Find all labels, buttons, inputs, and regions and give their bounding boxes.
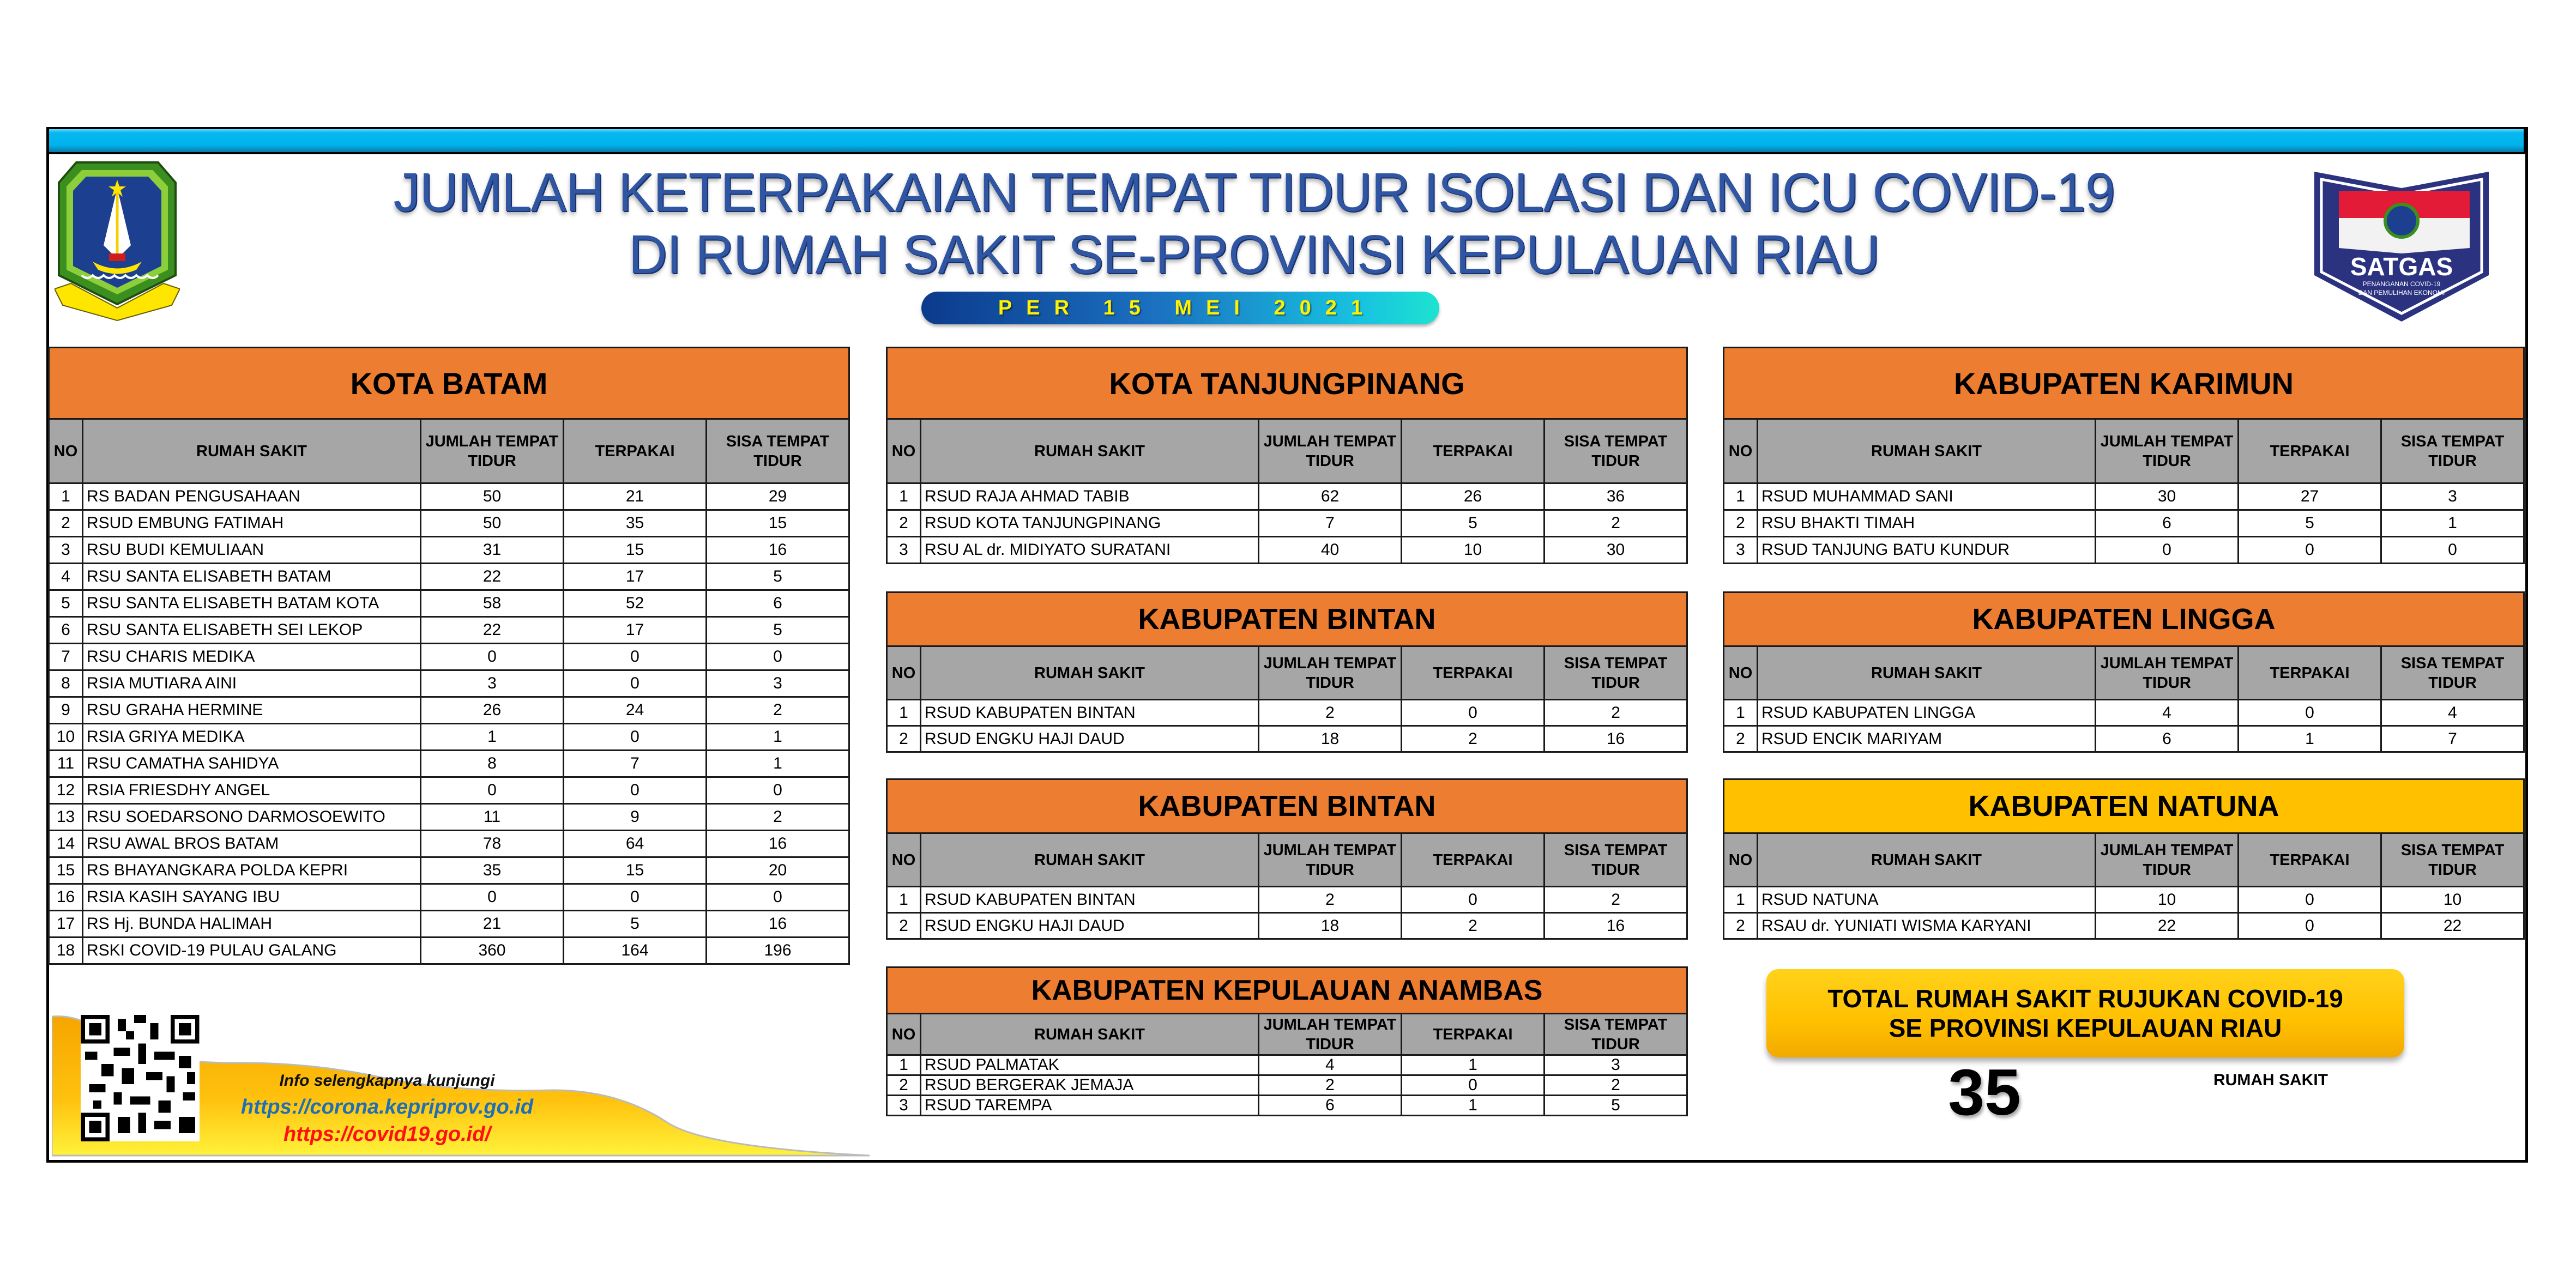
- col-used: TERPAKAI: [2239, 419, 2381, 483]
- table-row: [887, 700, 1687, 726]
- hospital-name: RS BHAYANGKARA POLDA KEPRI: [83, 857, 421, 884]
- total-beds: 22: [2096, 913, 2239, 939]
- row-no: 1: [887, 887, 921, 913]
- used-beds: 10: [1402, 537, 1545, 564]
- used-beds: 164: [564, 938, 707, 964]
- hospital-name: RSIA FRIESDHY ANGEL: [83, 777, 421, 804]
- used-beds: 64: [564, 831, 707, 857]
- col-no: NO: [887, 1014, 921, 1055]
- row-no: 3: [49, 537, 83, 564]
- col-used: TERPAKAI: [1402, 646, 1545, 700]
- col-hospital: RUMAH SAKIT: [1758, 646, 2096, 700]
- remaining-beds: 3: [707, 670, 849, 697]
- row-no: 10: [49, 724, 83, 751]
- total-beds: 10: [2096, 887, 2239, 913]
- col-total-beds: JUMLAH TEMPAT TIDUR: [2096, 419, 2239, 483]
- remaining-beds: 1: [2381, 510, 2524, 537]
- total-beds: 2: [1259, 700, 1402, 726]
- total-title-line2: SE PROVINSI KEPULAUAN RIAU: [1889, 1014, 2282, 1042]
- total-beds: 31: [421, 537, 564, 564]
- total-beds: 21: [421, 911, 564, 938]
- remaining-beds: 1: [707, 751, 849, 777]
- col-no: NO: [49, 419, 83, 483]
- hospital-name: RSU AWAL BROS BATAM: [83, 831, 421, 857]
- hospital-name: RSU SANTA ELISABETH SEI LEKOP: [83, 617, 421, 644]
- col-no: NO: [1724, 833, 1758, 887]
- table-row: [887, 1075, 1687, 1096]
- table-row: [1724, 913, 2524, 939]
- col-remaining: SISA TEMPAT TIDUR: [707, 419, 849, 483]
- used-beds: 52: [564, 590, 707, 617]
- used-beds: 17: [564, 564, 707, 590]
- table-row: [1724, 726, 2524, 752]
- table-row: [1724, 887, 2524, 913]
- hospital-name: RSUD KABUPATEN LINGGA: [1758, 700, 2096, 726]
- col-total-beds: JUMLAH TEMPAT TIDUR: [1259, 419, 1402, 483]
- table-row: [49, 510, 849, 537]
- remaining-beds: 0: [707, 644, 849, 670]
- total-beds: 18: [1259, 726, 1402, 752]
- used-beds: 5: [1402, 510, 1545, 537]
- hospital-name: RSUD RAJA AHMAD TABIB: [921, 483, 1259, 510]
- table-row: [1724, 510, 2524, 537]
- svg-text:PENANGANAN COVID-19: PENANGANAN COVID-19: [2362, 280, 2441, 288]
- total-beds: 4: [1259, 1055, 1402, 1075]
- table-row: [1724, 537, 2524, 564]
- table-row: [49, 777, 849, 804]
- hospital-name: RSU CHARIS MEDIKA: [83, 644, 421, 670]
- hospital-name: RSUD KOTA TANJUNGPINANG: [921, 510, 1259, 537]
- col-hospital: RUMAH SAKIT: [1758, 833, 2096, 887]
- remaining-beds: 7: [2381, 726, 2524, 752]
- used-beds: 0: [2239, 913, 2381, 939]
- remaining-beds: 2: [1545, 887, 1687, 913]
- total-hospitals-count: 35: [1948, 1056, 2021, 1129]
- row-no: 17: [49, 911, 83, 938]
- remaining-beds: 3: [2381, 483, 2524, 510]
- used-beds: 2: [1402, 726, 1545, 752]
- remaining-beds: 20: [707, 857, 849, 884]
- remaining-beds: 4: [2381, 700, 2524, 726]
- used-beds: 2: [1402, 913, 1545, 939]
- region-table-anambas: [886, 966, 1688, 1116]
- row-no: 1: [49, 483, 83, 510]
- row-no: 2: [887, 913, 921, 939]
- total-beds: 4: [2096, 700, 2239, 726]
- total-beds: 2: [1259, 1075, 1402, 1096]
- region-title: KABUPATEN KEPULAUAN ANAMBAS: [887, 967, 1687, 1014]
- hospital-name: RSUD KABUPATEN BINTAN: [921, 887, 1259, 913]
- used-beds: 27: [2239, 483, 2381, 510]
- used-beds: 0: [2239, 700, 2381, 726]
- row-no: 2: [1724, 913, 1758, 939]
- total-beds: 1: [421, 724, 564, 751]
- remaining-beds: 2: [1545, 700, 1687, 726]
- col-total-beds: JUMLAH TEMPAT TIDUR: [1259, 1014, 1402, 1055]
- row-no: 18: [49, 938, 83, 964]
- remaining-beds: 5: [707, 564, 849, 590]
- col-hospital: RUMAH SAKIT: [83, 419, 421, 483]
- used-beds: 0: [2239, 887, 2381, 913]
- col-total-beds: JUMLAH TEMPAT TIDUR: [1259, 646, 1402, 700]
- remaining-beds: 2: [1545, 510, 1687, 537]
- row-no: 1: [887, 700, 921, 726]
- col-hospital: RUMAH SAKIT: [921, 1014, 1259, 1055]
- date-text: PER 15 MEI 2021: [998, 296, 1377, 319]
- region-table-lingga: [1723, 591, 2525, 753]
- total-hospitals-unit: RUMAH SAKIT: [2213, 1071, 2328, 1089]
- row-no: 2: [49, 510, 83, 537]
- used-beds: 0: [564, 884, 707, 911]
- total-beds: 22: [421, 617, 564, 644]
- col-used: TERPAKAI: [1402, 1014, 1545, 1055]
- table-row: [49, 857, 849, 884]
- table-row: [49, 670, 849, 697]
- total-beds: 360: [421, 938, 564, 964]
- total-beds: 58: [421, 590, 564, 617]
- region-title: KABUPATEN BINTAN: [887, 592, 1687, 646]
- used-beds: 1: [1402, 1055, 1545, 1075]
- table-row: [49, 804, 849, 831]
- page-title-line2: DI RUMAH SAKIT SE-PROVINSI KEPULAUAN RIAU: [628, 224, 1880, 285]
- total-beds: 7: [1259, 510, 1402, 537]
- remaining-beds: 16: [707, 831, 849, 857]
- row-no: 3: [887, 1096, 921, 1116]
- hospital-name: RSUD PALMATAK: [921, 1055, 1259, 1075]
- province-emblem-icon: [55, 158, 180, 322]
- region-title: KOTA TANJUNGPINANG: [887, 348, 1687, 419]
- col-used: TERPAKAI: [1402, 833, 1545, 887]
- hospital-name: RSKI COVID-19 PULAU GALANG: [83, 938, 421, 964]
- col-hospital: RUMAH SAKIT: [921, 646, 1259, 700]
- total-beds: 0: [421, 644, 564, 670]
- row-no: 3: [887, 537, 921, 564]
- row-no: 7: [49, 644, 83, 670]
- region-title: KOTA BATAM: [49, 348, 849, 419]
- hospital-name: RSIA KASIH SAYANG IBU: [83, 884, 421, 911]
- total-beds: 26: [421, 697, 564, 724]
- row-no: 2: [1724, 510, 1758, 537]
- total-beds: 62: [1259, 483, 1402, 510]
- row-no: 14: [49, 831, 83, 857]
- row-no: 6: [49, 617, 83, 644]
- hospital-name: RSUD EMBUNG FATIMAH: [83, 510, 421, 537]
- hospital-name: RSUD MUHAMMAD SANI: [1758, 483, 2096, 510]
- remaining-beds: 10: [2381, 887, 2524, 913]
- region-table-karimun: [1723, 347, 2525, 564]
- col-no: NO: [1724, 419, 1758, 483]
- remaining-beds: 22: [2381, 913, 2524, 939]
- total-beds: 30: [2096, 483, 2239, 510]
- table-row: [887, 537, 1687, 564]
- table-row: [49, 644, 849, 670]
- col-used: TERPAKAI: [564, 419, 707, 483]
- table-row: [49, 911, 849, 938]
- total-beds: 0: [421, 777, 564, 804]
- used-beds: 9: [564, 804, 707, 831]
- row-no: 11: [49, 751, 83, 777]
- used-beds: 0: [564, 644, 707, 670]
- table-row: [49, 884, 849, 911]
- col-remaining: SISA TEMPAT TIDUR: [1545, 833, 1687, 887]
- row-no: 1: [1724, 700, 1758, 726]
- hospital-name: RSUD NATUNA: [1758, 887, 2096, 913]
- region-table-natuna: [1723, 778, 2525, 940]
- table-row: [887, 726, 1687, 752]
- row-no: 2: [887, 510, 921, 537]
- total-beds: 0: [2096, 537, 2239, 564]
- region-title: KABUPATEN BINTAN: [887, 779, 1687, 833]
- used-beds: 24: [564, 697, 707, 724]
- col-hospital: RUMAH SAKIT: [921, 833, 1259, 887]
- total-beds: 3: [421, 670, 564, 697]
- col-total-beds: JUMLAH TEMPAT TIDUR: [421, 419, 564, 483]
- col-remaining: SISA TEMPAT TIDUR: [2381, 646, 2524, 700]
- total-beds: 6: [2096, 510, 2239, 537]
- remaining-beds: 5: [707, 617, 849, 644]
- hospital-name: RSIA MUTIARA AINI: [83, 670, 421, 697]
- col-no: NO: [887, 646, 921, 700]
- table-row: [49, 537, 849, 564]
- col-remaining: SISA TEMPAT TIDUR: [1545, 419, 1687, 483]
- row-no: 9: [49, 697, 83, 724]
- total-beds: 35: [421, 857, 564, 884]
- remaining-beds: 30: [1545, 537, 1687, 564]
- region-table-batam: [48, 347, 850, 965]
- total-beds: 78: [421, 831, 564, 857]
- row-no: 16: [49, 884, 83, 911]
- used-beds: 0: [1402, 700, 1545, 726]
- row-no: 1: [1724, 483, 1758, 510]
- hospital-name: RSUD ENGKU HAJI DAUD: [921, 726, 1259, 752]
- remaining-beds: 0: [707, 777, 849, 804]
- svg-text:SATGAS: SATGAS: [2350, 252, 2453, 281]
- row-no: 1: [887, 1055, 921, 1075]
- remaining-beds: 29: [707, 483, 849, 510]
- col-hospital: RUMAH SAKIT: [921, 419, 1259, 483]
- used-beds: 0: [2239, 537, 2381, 564]
- total-beds: 50: [421, 510, 564, 537]
- total-title-line1: TOTAL RUMAH SAKIT RUJUKAN COVID-19: [1827, 984, 2343, 1013]
- used-beds: 0: [1402, 1075, 1545, 1096]
- table-row: [887, 1096, 1687, 1116]
- row-no: 3: [1724, 537, 1758, 564]
- row-no: 2: [887, 726, 921, 752]
- total-beds: 40: [1259, 537, 1402, 564]
- remaining-beds: 0: [707, 884, 849, 911]
- used-beds: 0: [564, 670, 707, 697]
- hospital-name: RS Hj. BUNDA HALIMAH: [83, 911, 421, 938]
- used-beds: 7: [564, 751, 707, 777]
- row-no: 13: [49, 804, 83, 831]
- row-no: 2: [887, 1075, 921, 1096]
- table-row: [49, 697, 849, 724]
- region-table-bintan-duplicate: [886, 778, 1688, 940]
- remaining-beds: 15: [707, 510, 849, 537]
- date-badge: [921, 292, 1439, 324]
- used-beds: 5: [564, 911, 707, 938]
- used-beds: 1: [1402, 1096, 1545, 1116]
- info-text-block: [207, 1068, 567, 1148]
- row-no: 15: [49, 857, 83, 884]
- used-beds: 15: [564, 857, 707, 884]
- hospital-name: RSUD ENGKU HAJI DAUD: [921, 913, 1259, 939]
- hospital-name: RSU BHAKTI TIMAH: [1758, 510, 2096, 537]
- row-no: 12: [49, 777, 83, 804]
- total-hospitals-banner: [1766, 969, 2404, 1057]
- table-row: [49, 938, 849, 964]
- used-beds: 0: [564, 777, 707, 804]
- used-beds: 0: [564, 724, 707, 751]
- row-no: 5: [49, 590, 83, 617]
- col-used: TERPAKAI: [1402, 419, 1545, 483]
- hospital-name: RSAU dr. YUNIATI WISMA KARYANI: [1758, 913, 2096, 939]
- col-remaining: SISA TEMPAT TIDUR: [2381, 419, 2524, 483]
- used-beds: 0: [1402, 887, 1545, 913]
- used-beds: 1: [2239, 726, 2381, 752]
- table-row: [49, 831, 849, 857]
- table-row: [49, 724, 849, 751]
- remaining-beds: 3: [1545, 1055, 1687, 1075]
- table-row: [887, 1055, 1687, 1075]
- col-no: NO: [887, 419, 921, 483]
- hospital-name: RSU CAMATHA SAHIDYA: [83, 751, 421, 777]
- page-title-line1: JUMLAH KETERPAKAIAN TEMPAT TIDUR ISOLASI DAN ICU COVID-19: [393, 162, 2115, 223]
- total-beds: 0: [421, 884, 564, 911]
- remaining-beds: 5: [1545, 1096, 1687, 1116]
- total-beds: 18: [1259, 913, 1402, 939]
- used-beds: 15: [564, 537, 707, 564]
- remaining-beds: 36: [1545, 483, 1687, 510]
- table-row: [1724, 700, 2524, 726]
- hospital-name: RS BADAN PENGUSAHAAN: [83, 483, 421, 510]
- row-no: 4: [49, 564, 83, 590]
- table-row: [49, 617, 849, 644]
- col-no: NO: [887, 833, 921, 887]
- col-no: NO: [1724, 646, 1758, 700]
- table-row: [49, 564, 849, 590]
- table-row: [887, 510, 1687, 537]
- used-beds: 21: [564, 483, 707, 510]
- row-no: 1: [1724, 887, 1758, 913]
- col-used: TERPAKAI: [2239, 646, 2381, 700]
- hospital-name: RSU GRAHA HERMINE: [83, 697, 421, 724]
- col-hospital: RUMAH SAKIT: [1758, 419, 2096, 483]
- hospital-name: RSUD KABUPATEN BINTAN: [921, 700, 1259, 726]
- col-used: TERPAKAI: [2239, 833, 2381, 887]
- region-title: KABUPATEN NATUNA: [1724, 779, 2524, 833]
- col-remaining: SISA TEMPAT TIDUR: [1545, 646, 1687, 700]
- table-row: [1724, 483, 2524, 510]
- svg-text:DAN PEMULIHAN EKONOMI: DAN PEMULIHAN EKONOMI: [2358, 289, 2445, 297]
- table-row: [887, 887, 1687, 913]
- info-label: Info selengkapnya kunjungi: [279, 1072, 495, 1090]
- table-row: [49, 590, 849, 617]
- row-no: 1: [887, 483, 921, 510]
- remaining-beds: 2: [707, 697, 849, 724]
- qr-code-icon: [81, 1015, 200, 1141]
- hospital-name: RSU BUDI KEMULIAAN: [83, 537, 421, 564]
- remaining-beds: 16: [707, 911, 849, 938]
- remaining-beds: 0: [2381, 537, 2524, 564]
- col-total-beds: JUMLAH TEMPAT TIDUR: [2096, 646, 2239, 700]
- remaining-beds: 2: [1545, 1075, 1687, 1096]
- remaining-beds: 1: [707, 724, 849, 751]
- table-row: [49, 483, 849, 510]
- used-beds: 17: [564, 617, 707, 644]
- total-beds: 6: [1259, 1096, 1402, 1116]
- region-title: KABUPATEN LINGGA: [1724, 592, 2524, 646]
- remaining-beds: 16: [1545, 913, 1687, 939]
- link-covid19-go-id[interactable]: https://covid19.go.id/: [283, 1123, 491, 1146]
- remaining-beds: 6: [707, 590, 849, 617]
- row-no: 2: [1724, 726, 1758, 752]
- total-beds: 50: [421, 483, 564, 510]
- hospital-name: RSUD ENCIK MARIYAM: [1758, 726, 2096, 752]
- total-beds: 11: [421, 804, 564, 831]
- region-table-tanjungpinang: [886, 347, 1688, 564]
- hospital-name: RSU AL dr. MIDIYATO SURATANI: [921, 537, 1259, 564]
- col-remaining: SISA TEMPAT TIDUR: [1545, 1014, 1687, 1055]
- hospital-name: RSU SOEDARSONO DARMOSOEWITO: [83, 804, 421, 831]
- hospital-name: RSU SANTA ELISABETH BATAM: [83, 564, 421, 590]
- remaining-beds: 196: [707, 938, 849, 964]
- table-row: [49, 751, 849, 777]
- hospital-name: RSUD TAREMPA: [921, 1096, 1259, 1116]
- hospital-name: RSUD TANJUNG BATU KUNDUR: [1758, 537, 2096, 564]
- remaining-beds: 2: [707, 804, 849, 831]
- remaining-beds: 16: [707, 537, 849, 564]
- row-no: 8: [49, 670, 83, 697]
- used-beds: 35: [564, 510, 707, 537]
- col-total-beds: JUMLAH TEMPAT TIDUR: [2096, 833, 2239, 887]
- remaining-beds: 16: [1545, 726, 1687, 752]
- hospital-name: RSIA GRIYA MEDIKA: [83, 724, 421, 751]
- total-beds: 2: [1259, 887, 1402, 913]
- link-corona-kepriprov[interactable]: https://corona.kepriprov.go.id: [240, 1096, 534, 1118]
- table-row: [887, 913, 1687, 939]
- region-table-bintan: [886, 591, 1688, 753]
- hospital-name: RSU SANTA ELISABETH BATAM KOTA: [83, 590, 421, 617]
- used-beds: 26: [1402, 483, 1545, 510]
- total-beds: 6: [2096, 726, 2239, 752]
- used-beds: 5: [2239, 510, 2381, 537]
- total-beds: 8: [421, 751, 564, 777]
- region-title: KABUPATEN KARIMUN: [1724, 348, 2524, 419]
- satgas-logo-icon: [2312, 166, 2491, 324]
- table-row: [887, 483, 1687, 510]
- hospital-name: RSUD BERGERAK JEMAJA: [921, 1075, 1259, 1096]
- col-remaining: SISA TEMPAT TIDUR: [2381, 833, 2524, 887]
- total-beds: 22: [421, 564, 564, 590]
- col-total-beds: JUMLAH TEMPAT TIDUR: [1259, 833, 1402, 887]
